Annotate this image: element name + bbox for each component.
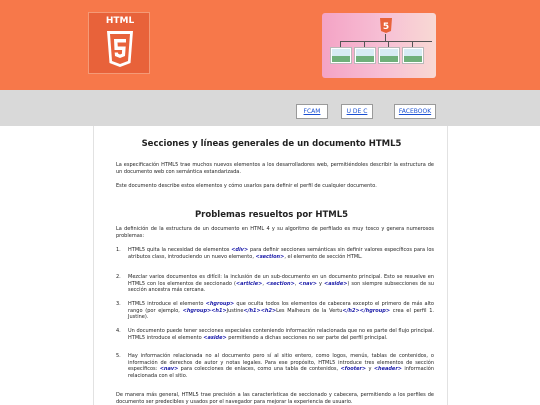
- image-frame-icon: [330, 47, 352, 64]
- page-header: [0, 0, 540, 90]
- nav-link-udec[interactable]: U DE C: [341, 104, 373, 119]
- html5-logo: [88, 12, 150, 74]
- list-item: 1. HTML5 quita la necesidad de elementos <div> para definir secciones semánticas sin definir valores específicos para los atributos class, introduciendo un nuevo elemento, <section>, el elemento de sección HTML.: [116, 247, 434, 260]
- html5-shield-icon: [105, 29, 135, 69]
- svg-text:5: 5: [382, 22, 390, 32]
- nav-link-facebook[interactable]: FACEBOOK: [394, 104, 436, 119]
- list-item: 5. Hay información relacionada no al documento pero sí al sitio entero, como logos, menús, tablas de contenidos, o información de derechos de autor y notas legales. Para ese propósito, HTML5 introduce tres elementos de sección específicos: <nav> para colecciones de enlaces, como una tabla de contenidos, <footer> y <header> información relacionada con el sitio.: [116, 353, 435, 379]
- intro-paragraph: La especificación HTML5 trae muchos nuevos elementos a los desarrolladores web, permitiéndoles describir la estructura de un documento web con semántica estandarizada.: [116, 162, 434, 175]
- html5-badge-icon: [379, 17, 393, 34]
- main-content: [93, 126, 448, 405]
- image-frame-icon: [402, 47, 424, 64]
- section-intro: La definición de la estructura de un documento en HTML 4 y su algoritmo de perfilado es muy tosco y genera numerosos problemas:: [116, 226, 434, 239]
- list-item: 4. Un documento puede tener secciones especiales conteniendo información relacionada que no es parte del flujo principal. HTML5 introduce el elemento <aside> permitiendo a dichas secciones no ser parte del perfil principal.: [116, 328, 434, 341]
- list-item: 3. HTML5 introduce el elemento <hgroup> que ocultа todos los elementos de cabecera excepto el primero de más alto rango (por ejemplo, <hgroup><h1>Justine</h1><h2>Les Malheurs de la Vertu</h2></hgroup> crea el perfil 1. Justine).: [116, 301, 434, 321]
- nav-bar: [0, 90, 540, 126]
- web-illustration: [322, 13, 436, 78]
- page-title: Secciones y líneas generales de un documento HTML5: [141, 139, 402, 149]
- closing-paragraph: De manera más general, HTML5 trae precisión a las características de seccionado y cabecera, permitiendo a los perfiles de documento ser predecibles y usados por el navegador para mejorar la experiencia de usuario.: [116, 392, 434, 405]
- image-frame-icon: [378, 47, 400, 64]
- section-title: Problemas resueltos por HTML5: [194, 210, 349, 220]
- intro-paragraph: Este documento describe estos elementos y cómo usarlos para definir el perfil de cualquier documento.: [116, 183, 377, 189]
- nav-link-fcam[interactable]: FCAM: [296, 104, 328, 119]
- logo-text: HTML: [105, 16, 135, 26]
- image-frame-icon: [354, 47, 376, 64]
- list-item: 2. Mezclar varios documentos es difícil: la inclusión de un sub-documento en un documento principal. Esto se resuelve en HTML5 con los elementos de seccionado (<article>, <section>, <nav> y <aside>) son siempre subsecciones de su sección ancestra más cercana.: [116, 274, 434, 294]
